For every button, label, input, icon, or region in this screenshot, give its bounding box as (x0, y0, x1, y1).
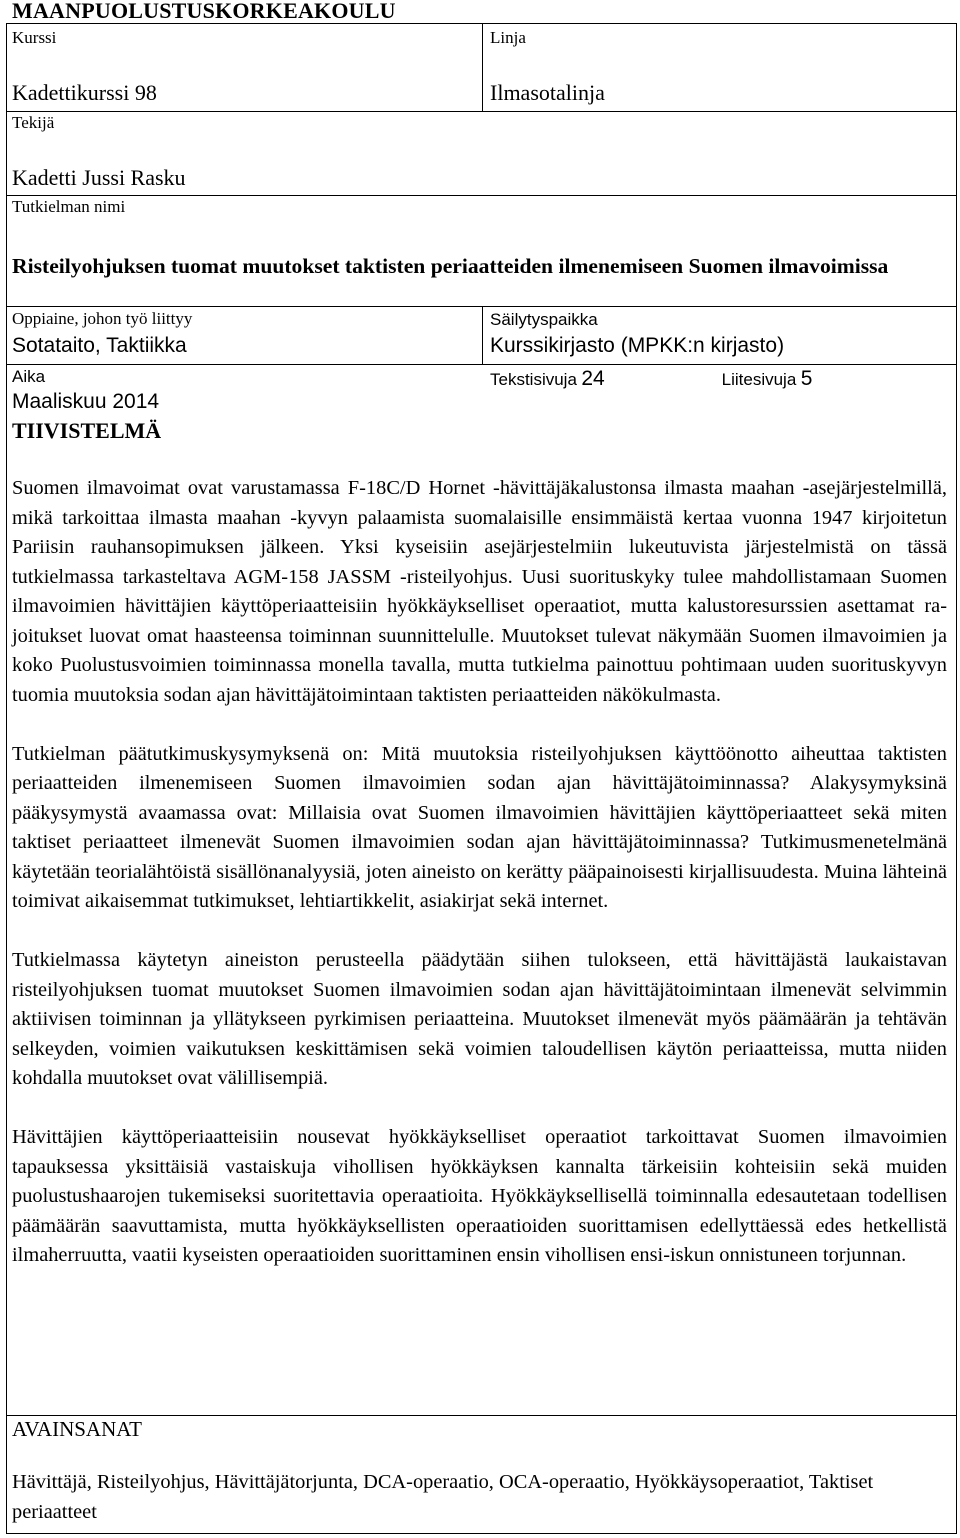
abstract-paragraph: Tutkielman päätutkimuskysymyksenä on: Mitä muutoksia risteilyohjuksen käyttöönotto aiheuttaa taktisten periaatteiden ilmenemiseen Suomen ilmavoimien sodan ajan hävittäjätoiminnassa? Alakysymyksinä pääkysymystä avaamassa ovat: Millaisia ovat Suomen ilmavoimien hävittäjien käyttöperiaatteet sekä miten taktiset periaatteet ilmenevät Suomen ilmavoimien sodan ajan hävittäjätoiminnassa? Tutkimusmenetelmänä käytetään teorialähtöistä sisällönanalyysiä, joten aineisto on kerätty pääpainoisesti kirjallisuudesta. Muina lähteinä toimivat aikaisemmat tutkimukset, lehtiartikkelit, asiakirjat sekä internet. (12, 742, 947, 912)
subject-label: Oppiaine, johon työ liittyy (12, 309, 193, 328)
time-value: Maaliskuu 2014 (12, 390, 160, 413)
column-divider (482, 24, 483, 112)
text-pages-value: 24 (581, 367, 605, 390)
abstract-heading: TIIVISTELMÄ (12, 418, 162, 443)
thesis-title-label: Tutkielman nimi (12, 197, 126, 216)
keywords-text: Hävittäjä, Risteilyohjus, Hävittäjätorjunta, DCA-operaatio, OCA-operaatio, Hyökkäysoperaatiot, Taktiset periaatteet (12, 1471, 874, 1523)
subject-value: Sotataito, Taktiikka (12, 334, 187, 357)
column-divider (482, 306, 483, 364)
thesis-title: Risteilyohjuksen tuomat muutokset taktisten periaatteiden ilmenemiseen Suomen ilmavoimissa (12, 254, 889, 278)
appendix-pages-label: Liitesivuja (721, 370, 797, 389)
time-label: Aika (12, 367, 46, 386)
appendix-pages-value: 5 (800, 367, 813, 390)
abstract-paragraph: Suomen ilmavoimat ovat varustamassa F-18C/D Hornet -hävittäjäkalustonsa ilmasta maahan -asejärjestelmillä, mikä tarkoittaa ilmasta maahan -kyvyn palaamista suomalaisille ensimmäistä kertaa vuonna 1947 kirjoitetun Pariisin rauhansopimuksen jälkeen. Yksi kyseisiin asejärjestelmiin lukeutuvista järjestelmistä on tässä tutkielmassa tarkasteltava AGM-158 JASSM -risteilyohjus. Uusi suorituskyky tulee mahdollistamaan Suomen ilmavoimien hävittäjien käyttöperiaatteisiin hyökkäykselliset operaatiot, mutta kalustoresurssien asettamat rajoitukset luovat omat haasteensa toiminnan suunnittelulle. Muutokset tulevat näkymään Suomen ilmavoimien ja koko Puolustusvoimien toiminnassa monella tavalla, mutta tutkielma painottuu pohtimaan uuden suorituskyvyn tuomia muutoksia sodan ajan hävittäjätoimintaan taktisten periaatteiden näkökulmasta. (12, 477, 947, 706)
row-divider (7, 111, 956, 112)
line-label: Linja (490, 28, 526, 47)
organization-name: MAANPUOLUSTUSKORKEAKOULU (12, 0, 396, 23)
abstract-paragraph: Tutkielmassa käytetyn aineiston perusteella päädytään siihen tulokseen, että hävittäjästä laukaistavan risteilyohjuksen tuomat muutokset Suomen ilmavoimien sodan ajan hävittäjätoimintaan ilmenevät selvimmin aktiivisen toiminnan ja yllätykseen pyrkimisen periaatteina. Muutokset ilmenevät myös päämäärän ja tehtävän selkeyden, voimien vaikutuksen keskittämisen sekä voimien taloudellisen käytön periaatteissa, mutta niiden kohdalla muutokset ovat välillisempiä. (12, 949, 947, 1089)
text-pages-label: Tekstisivuja (490, 370, 577, 389)
course-label: Kurssi (12, 28, 57, 47)
abstract-body (12, 474, 947, 1271)
author-label: Tekijä (12, 113, 55, 132)
abstract-paragraph: Hävittäjien käyttöperiaatteisiin nousevat hyökkäykselliset operaatiot tarkoittavat Suomen ilmavoimien tapauksessa yksittäisiä vastaiskuja vihollisen hyökkäyksen kannalta tärkeisiin kohteisiin sekä muiden puolustushaarojen tukemiseksi suoritettavia operaatioita. Hyökkäyksellisellä toiminnalla edesautetaan todellisen päämäärän saavuttamista, mutta hyökkäyksellisten operaatioiden suorittamisen edellyttäessä edes hetkellistä ilmaherruutta, vaatii kyseisten operaatioiden suorittaminen ensin vihollisen ensi-iskun onnistuneen torjunnan. (12, 1126, 947, 1266)
course-value: Kadettikurssi 98 (12, 80, 157, 105)
row-divider (7, 195, 956, 196)
row-divider (7, 364, 956, 365)
storage-label: Säilytyspaikka (490, 310, 598, 329)
line-value: Ilmasotalinja (490, 80, 605, 105)
storage-value: Kurssikirjasto (MPKK:n kirjasto) (490, 334, 785, 357)
author-value: Kadetti Jussi Rasku (12, 165, 186, 190)
page-counts (490, 367, 850, 391)
keywords-label: AVAINSANAT (12, 1417, 142, 1441)
row-divider (7, 1415, 956, 1416)
